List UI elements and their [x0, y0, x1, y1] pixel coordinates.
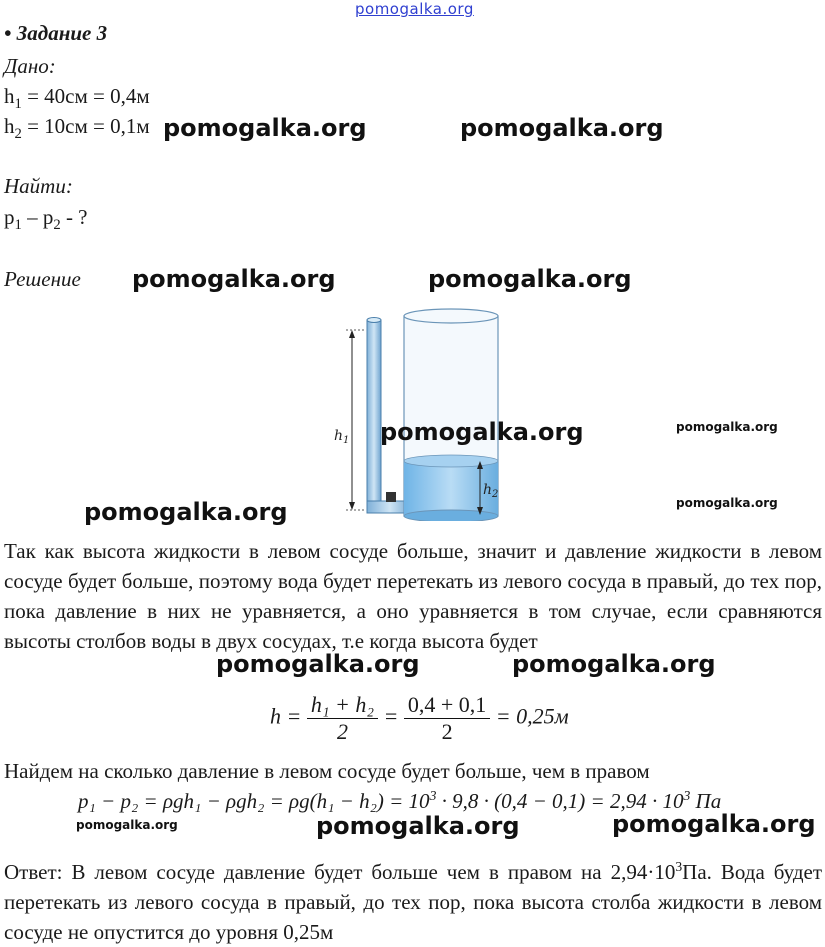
watermark: pomogalka.org [163, 114, 367, 142]
formula2-exp1: 3 [429, 788, 437, 803]
find-tail: - ? [60, 205, 88, 229]
find-label: Найти: [4, 174, 73, 198]
h1-value: = 40см = 0,4м [21, 84, 150, 108]
formula2-part2: · 9,8 · (0,4 − 0,1) = 2,94 · 10 [436, 789, 684, 813]
watermark: pomogalka.org [460, 114, 664, 142]
h1-sub: 1 [14, 96, 22, 113]
watermark: pomogalka.org [612, 810, 816, 838]
given-label: Дано: [4, 54, 56, 78]
watermark: pomogalka.org [512, 650, 716, 678]
answer-exp: 3 [675, 859, 683, 874]
h1-var: h [4, 84, 15, 108]
watermark: pomogalka.org [216, 650, 420, 678]
task-title: • Задание 3 [4, 21, 108, 45]
fraction-2-numerator: 0,4 + 0,1 [404, 692, 490, 719]
fraction-1-denominator: 2 [336, 719, 348, 744]
find-mid: – p [21, 205, 54, 229]
label-h2: $h_2$ [483, 482, 499, 500]
formula-average-height [270, 692, 569, 745]
find-s2: 2 [53, 217, 61, 234]
explanation-paragraph: Так как высота жидкости в левом сосуде больше, значит и давление жидкости в левом сосуде будет больше, поэтому вода будет перетекать из левого сосуда в правый, до тех пор, пока давление в них не уравняется, а оно уравняется в том случае, если сравняются высоты столбов воды в двух сосудах, т.е когда высота будет [4, 539, 822, 653]
watermark: pomogalka.org [428, 265, 632, 293]
fraction-2 [404, 692, 490, 745]
formula2-unit: Па [690, 789, 722, 813]
watermark: pomogalka.org [380, 418, 584, 446]
answer-text-b: Па. Вода будет перетекать из левого сосуда в правый, до тех пор, пока высота столба жидкости в левом сосуде не опустится до уровня 0,25м [4, 860, 823, 944]
fraction-2-denominator: 2 [441, 719, 453, 744]
answer-text-a: Ответ: В левом сосуде давление будет больше чем в правом на 2,94·10 [4, 860, 676, 884]
formula1-lhs: h = [270, 703, 302, 729]
pressure-intro: Найдем на сколько давление в левом сосуде будет больше, чем в правом [4, 759, 650, 783]
h2-value: = 10см = 0,1м [21, 114, 150, 138]
find-p1: p [4, 205, 15, 229]
find-s1: 1 [14, 217, 22, 234]
watermark: pomogalka.org [132, 265, 336, 293]
given-h1 [4, 84, 150, 113]
fraction-1-numerator: h₁ + h₂ [307, 692, 378, 719]
watermark: pomogalka.org [84, 498, 288, 526]
fraction-1 [307, 692, 378, 745]
left-tube [367, 320, 381, 510]
formula2-part1: p₁ − p₂ = ρgh₁ − ρgh₂ = ρg(h₁ − h₂) = 10 [78, 789, 430, 813]
find-expression [4, 205, 88, 234]
formula1-rhs: = 0,25м [495, 703, 569, 729]
label-h1: $h_1$ [334, 428, 350, 446]
vessels-figure [330, 296, 510, 521]
answer-paragraph [4, 852, 822, 947]
formula1-eq: = [383, 703, 399, 729]
site-link[interactable]: pomogalka.org [355, 0, 474, 18]
formula2-exp2: 3 [683, 788, 691, 803]
valve [386, 492, 396, 502]
given-h2 [4, 114, 150, 143]
watermark-small: pomogalka.org [76, 818, 178, 832]
h2-var: h [4, 114, 15, 138]
watermark: pomogalka.org [316, 812, 520, 840]
watermark-small: pomogalka.org [676, 420, 778, 434]
watermark-small: pomogalka.org [676, 496, 778, 510]
h2-sub: 2 [14, 126, 22, 143]
solution-label: Решение [4, 267, 81, 291]
